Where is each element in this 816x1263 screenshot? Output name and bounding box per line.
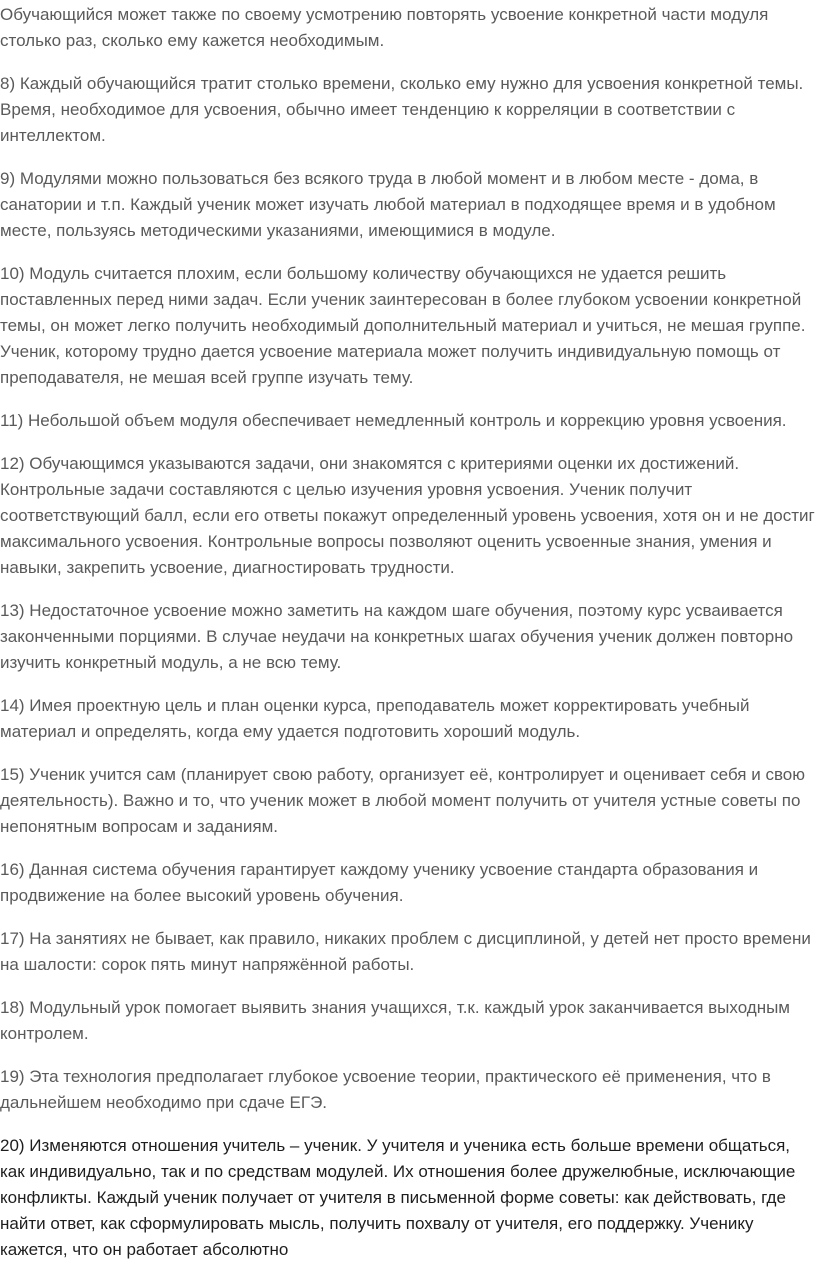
paragraph-14: 14) Имея проектную цель и план оценки курса, преподаватель может корректировать учебный материал и определять, когда ему удается подготовить хороший модуль.	[0, 696, 750, 741]
paragraph-17: 17) На занятиях не бывает, как правило, никаких проблем с дисциплиной, у детей нет просто времени на шалости: сорок пять минут напряжённой работы.	[0, 929, 811, 974]
paragraph-19: 19) Эта технология предполагает глубокое усвоение теории, практического её применения, что в дальнейшем необходимо при сдаче ЕГЭ.	[0, 1067, 771, 1112]
paragraph-11: 11) Небольшой объем модуля обеспечивает немедленный контроль и коррекцию уровня усвоения.	[0, 411, 787, 430]
paragraph-13: 13) Недостаточное усвоение можно заметить на каждом шаге обучения, поэтому курс усваивается законченными порциями. В случае неудачи на конкретных шагах обучения ученик должен повторно изучить конкретный модуль, а не всю тему.	[0, 601, 794, 672]
paragraph-16: 16) Данная система обучения гарантирует каждому ученику усвоение стандарта образования и продвижение на более высокий уровень обучения.	[0, 860, 759, 905]
paragraph-9: 9) Модулями можно пользоваться без всякого труда в любой момент и в любом месте - дома, в санатории и т.п. Каждый ученик может изучать любой материал в подходящее время и в удобном месте, пользуясь методическими указаниями, имеющимися в модуле.	[0, 169, 776, 240]
paragraph-12: 12) Обучающимся указываются задачи, они знакомятся с критериями оценки их достижений. Контрольные задачи составляются с целью изучения уровня усвоения. Ученик получит соответствующий балл, если его ответы покажут определенный уровень усвоения, хотя он и не достиг максимального усвоения. Контрольные вопросы позволяют оценить усвоенные знания, умения и навыки, закрепить усвоение, диагностировать трудности.	[0, 454, 815, 577]
paragraph-10: 10) Модуль считается плохим, если большому количеству обучающихся не удается решить поставленных перед ними задач. Если ученик заинтересован в более глубоком усвоении конкретной темы, он может легко получить необходимый дополнительный материал и учиться, не мешая группе. Ученик, которому трудно дается усвоение материала может получить индивидуальную помощь от преподавателя, не мешая всей группе изучать тему.	[0, 264, 806, 387]
paragraph-8: 8) Каждый обучающийся тратит столько времени, сколько ему нужно для усвоения конкретной темы. Время, необходимое для усвоения, обычно имеет тенденцию к корреляции в соответствии с интеллектом.	[0, 74, 804, 145]
paragraph-18: 18) Модульный урок помогает выявить знания учащихся, т.к. каждый урок заканчивается выходным контролем.	[0, 998, 790, 1043]
paragraph-intro: Обучающийся может также по своему усмотрению повторять усвоение конкретной части модуля столько раз, сколько ему кажется необходимым.	[0, 5, 769, 50]
paragraph-15: 15) Ученик учится сам (планирует свою работу, организует её, контролирует и оценивает себя и свою деятельность). Важно и то, что ученик может в любой момент получить от учителя устные советы по непонятным вопросам и заданиям.	[0, 765, 806, 836]
paragraph-20: 20) Изменяются отношения учитель – ученик. У учителя и ученика есть больше времени общаться, как индивидуально, так и по средствам модулей. Их отношения более дружелюбные, исключающие конфликты. Каждый ученик получает от учителя в письменной форме советы: как действовать, где найти ответ, как сформулировать мысль, получить похвалу от учителя, его поддержку. Ученику кажется, что он работает абсолютно	[0, 1136, 796, 1259]
